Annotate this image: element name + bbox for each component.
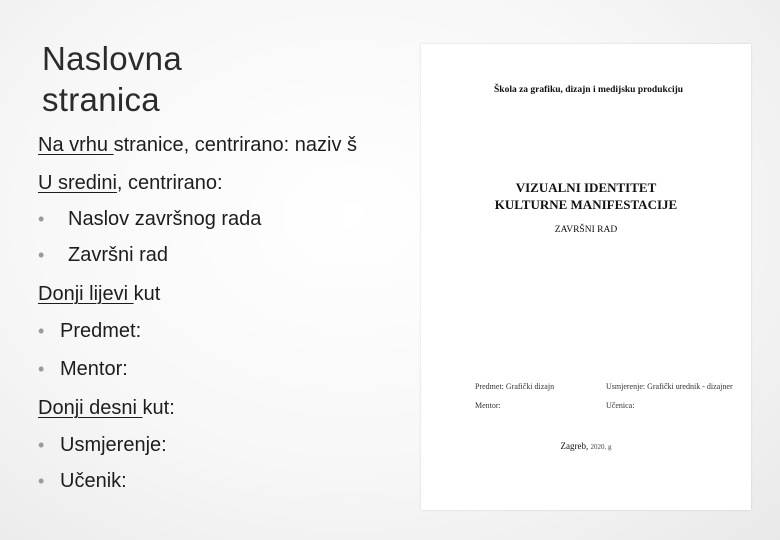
subject-field: Predmet: Grafički dizajn (475, 382, 555, 391)
bullet-icon: • (38, 435, 45, 455)
list-item-subject (38, 320, 141, 343)
middle-instruction (38, 172, 223, 195)
bullet-icon: • (38, 209, 45, 229)
bottom-left-label: Donji lijevi (38, 283, 134, 305)
list-item-final (38, 244, 168, 267)
bullet-icon: • (38, 359, 45, 379)
bullet-icon: • (38, 321, 45, 341)
bottom-left-instruction (38, 283, 160, 306)
list-item-student (38, 470, 127, 493)
place-date (421, 441, 751, 451)
thesis-title: VIZUALNI IDENTITET KULTURNE MANIFESTACIJE (494, 180, 678, 212)
top-instruction (38, 134, 357, 157)
list-item-text: Predmet: (60, 320, 142, 342)
top-instruction-label: Na vrhu (38, 134, 114, 156)
list-item-text: Završni rad (68, 244, 169, 266)
middle-instruction-label: U sredini (38, 172, 117, 194)
bullet-icon: • (38, 471, 45, 491)
bottom-left-text: kut (133, 283, 161, 305)
list-item-text: Učenik: (60, 470, 127, 492)
bottom-right-text: kut: (142, 397, 175, 419)
bullet-icon: • (38, 245, 45, 265)
year: 2020. g (590, 443, 612, 451)
bottom-right-instruction (38, 397, 175, 420)
top-instruction-text: stranice, centrirano: naziv š (113, 134, 358, 156)
list-item-mentor (38, 358, 128, 381)
thesis-type: ZAVRŠNI RAD (554, 225, 618, 235)
title-page-preview (421, 44, 751, 510)
track-field: Usmjerenje: Grafički urednik - dizajner (606, 382, 733, 391)
bottom-right-label: Donji desni (38, 397, 143, 419)
list-item-title (38, 208, 261, 231)
mentor-field: Mentor: (475, 401, 501, 410)
list-item-text: Usmjerenje: (60, 434, 167, 456)
city-name: Zagreb, (560, 441, 591, 451)
slide-title: Naslovna stranica (42, 40, 182, 118)
student-field: Učenica: (606, 401, 635, 410)
list-item-track (38, 434, 167, 457)
school-name: Škola za grafiku, dizajn i medijsku produkciju (494, 85, 684, 95)
middle-instruction-text: , centrirano: (116, 172, 223, 194)
list-item-text: Naslov završnog rada (68, 208, 262, 230)
list-item-text: Mentor: (60, 358, 128, 380)
